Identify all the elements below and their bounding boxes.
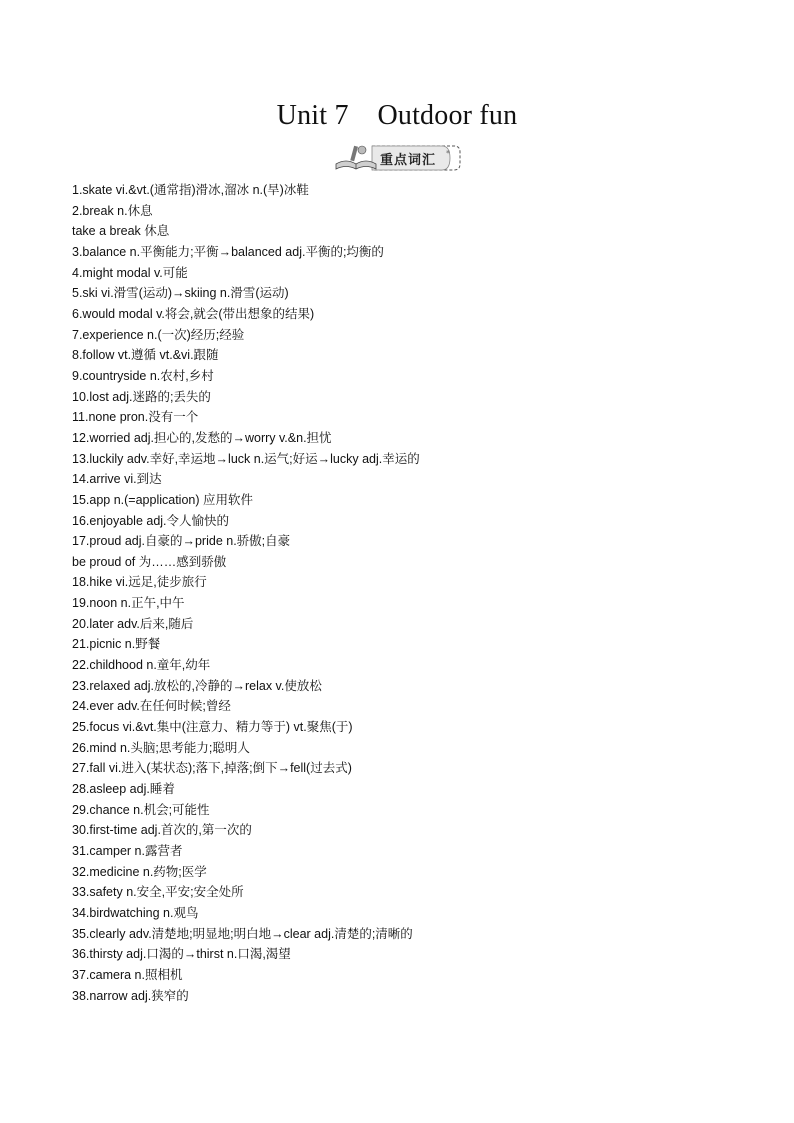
vocab-entry: be proud of 为……感到骄傲 [72,554,227,569]
vocab-entry: 22.childhood n.童年,幼年 [72,658,211,673]
vocab-entry: 7.experience n.(一次)经历;经验 [72,327,245,342]
vocab-entry: 26.mind n.头脑;思考能力;聪明人 [72,740,250,755]
vocab-entry: 37.camera n.照相机 [72,967,183,982]
vocab-entry: 19.noon n.正午,中午 [72,596,185,611]
vocab-entry: 21.picnic n.野餐 [72,637,161,652]
vocab-entry: 38.narrow adj.狭窄的 [72,988,189,1003]
vocab-entry: 36.thirsty adj.口渴的→thirst n.口渴,渴望 [72,947,291,962]
vocab-entry: 31.camper n.露营者 [72,844,183,858]
vocab-entry: 11.none pron.没有一个 [72,410,199,425]
vocab-entry: 32.medicine n.药物;医学 [72,864,207,879]
vocab-entry: 15.app n.(=application) 应用软件 [72,492,253,507]
vocab-entry: 16.enjoyable adj.令人愉快的 [72,513,230,528]
vocab-entry: 20.later adv.后来,随后 [72,616,194,631]
vocab-entry: 35.clearly adv.清楚地;明显地;明白地→clear adj.清楚的;清晰的 [72,926,413,941]
vocab-entry: 10.lost adj.迷路的;丢失的 [72,389,211,404]
vocab-entry: 24.ever adv.在任何时候;曾经 [72,699,231,714]
vocab-entry: 17.proud adj.自豪的→pride n.骄傲;自豪 [72,534,291,549]
vocab-entry: 28.asleep adj.睡着 [72,782,175,797]
section-badge-label: 重点词汇 [380,153,437,168]
vocab-entry: 34.birdwatching n.观鸟 [72,905,199,920]
vocab-entry: 33.safety n.安全,平安;安全处所 [72,885,244,900]
vocab-entry: 12.worried adj.担心的,发愁的→worry v.&n.担忧 [72,430,332,445]
vocab-entry: 18.hike vi.远足,徒步旅行 [72,575,207,590]
vocab-entry: 27.fall vi.进入(某状态);落下,掉落;倒下→fell(过去式) [72,761,352,776]
vocab-entry: 2.break n.休息 [72,203,153,218]
vocab-entry: take a break 休息 [72,224,170,239]
section-badge [332,142,462,174]
vocab-entry: 23.relaxed adj.放松的,冷静的→relax v.使放松 [72,678,322,693]
vocab-entry: 4.might modal v.可能 [72,265,188,280]
vocab-entry: 14.arrive vi.到达 [72,472,162,487]
vocab-entry: 6.would modal v.将会,就会(带出想象的结果) [72,306,315,321]
vocab-entry: 5.ski vi.滑雪(运动)→skiing n.滑雪(运动) [72,286,289,301]
vocab-entry: 30.first-time adj.首次的,第一次的 [72,823,252,838]
vocab-entry: 8.follow vt.遵循 vt.&vi.跟随 [72,348,219,363]
vocab-entry: 25.focus vi.&vt.集中(注意力、精力等于) vt.聚焦(于) [72,720,353,735]
vocab-entry: 3.balance n.平衡能力;平衡→balanced adj.平衡的;均衡的 [72,244,384,259]
vocab-entry: 1.skate vi.&vt.(通常指)滑冰,溜冰 n.(旱)冰鞋 [72,183,309,197]
vocab-entry: 9.countryside n.农村,乡村 [72,368,214,383]
page-title: Unit 7 Outdoor fun [276,100,518,131]
vocabulary-list [72,180,752,1006]
svg-text:*: * [446,149,450,158]
vocab-entry: 29.chance n.机会;可能性 [72,802,210,817]
vocab-entry: 13.luckily adv.幸好,幸运地→luck n.运气;好运→lucky adj.幸运的 [72,451,420,466]
